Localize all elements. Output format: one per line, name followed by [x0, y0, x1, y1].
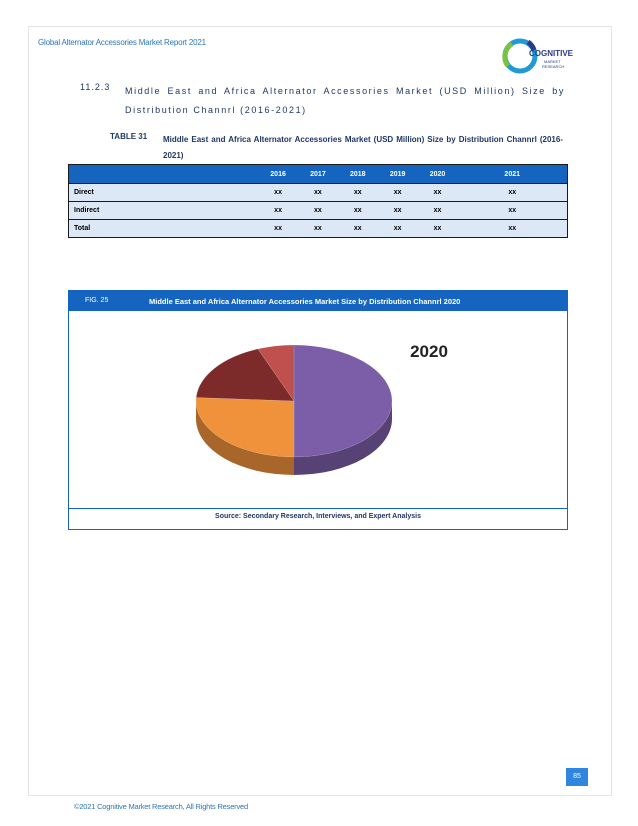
table-cell: xx	[418, 220, 458, 238]
table-label: TABLE 31	[110, 132, 148, 141]
report-title: Global Alternator Accessories Market Report 2021	[38, 38, 206, 47]
data-table	[68, 164, 568, 238]
row-label: Total	[69, 220, 259, 238]
logo-arc-green	[505, 44, 512, 66]
figure-source: Source: Secondary Research, Interviews, and Expert Analysis	[215, 513, 421, 520]
table-header-row	[69, 165, 568, 184]
logo-text-line2: MARKET	[544, 59, 561, 64]
table-cell: xx	[258, 184, 298, 202]
table-row	[69, 220, 568, 238]
table-cell: xx	[378, 202, 418, 220]
row-label: Direct	[69, 184, 259, 202]
logo-text-line1: COGNITIVE	[529, 49, 574, 58]
table-header-cell: 2021	[457, 165, 567, 184]
table-header-cell: 2019	[378, 165, 418, 184]
table-cell: xx	[298, 184, 338, 202]
table-cell: xx	[378, 220, 418, 238]
chart-title: 2020	[410, 342, 448, 361]
table-cell: xx	[457, 184, 567, 202]
logo-text-line3: RESEARCH	[542, 64, 565, 69]
table-cell: xx	[418, 202, 458, 220]
figure-box	[68, 290, 568, 530]
figure-title: Middle East and Africa Alternator Accessories Market Size by Distribution Channrl 2020	[149, 297, 461, 306]
table-header-cell: 2016	[258, 165, 298, 184]
figure-label: FIG. 25	[85, 297, 109, 304]
copyright-text: ©2021 Cognitive Market Research, All Rights Reserved	[74, 802, 248, 811]
company-logo	[500, 36, 580, 76]
table-cell: xx	[258, 202, 298, 220]
table-cell: xx	[457, 202, 567, 220]
figure-header	[69, 291, 567, 311]
table-cell: xx	[258, 220, 298, 238]
pie-chart	[69, 311, 567, 509]
table-header-cell: 2020	[418, 165, 458, 184]
table-cell: xx	[457, 220, 567, 238]
table-header-cell: 2017	[298, 165, 338, 184]
table-row	[69, 202, 568, 220]
table-cell: xx	[378, 184, 418, 202]
section-number: 11.2.3	[80, 82, 111, 92]
table-cell: xx	[418, 184, 458, 202]
table-cell: xx	[338, 220, 378, 238]
table-caption: Middle East and Africa Alternator Accessories Market (USD Million) Size by Distribution Channrl (2016-2021)	[163, 135, 563, 160]
row-label: Indirect	[69, 202, 259, 220]
table-row	[69, 184, 568, 202]
table-cell: xx	[298, 202, 338, 220]
figure-body	[69, 311, 567, 509]
table-cell: xx	[338, 202, 378, 220]
table-header-cell: 2018	[338, 165, 378, 184]
section-title: Middle East and Africa Alternator Accessories Market (USD Million) Size by Distribution Channrl (2016-2021)	[125, 86, 565, 115]
table-cell: xx	[338, 184, 378, 202]
table-header-cell	[69, 165, 259, 184]
pie-layer	[196, 345, 392, 475]
table-cell: xx	[298, 220, 338, 238]
page-number: 85	[566, 768, 588, 786]
